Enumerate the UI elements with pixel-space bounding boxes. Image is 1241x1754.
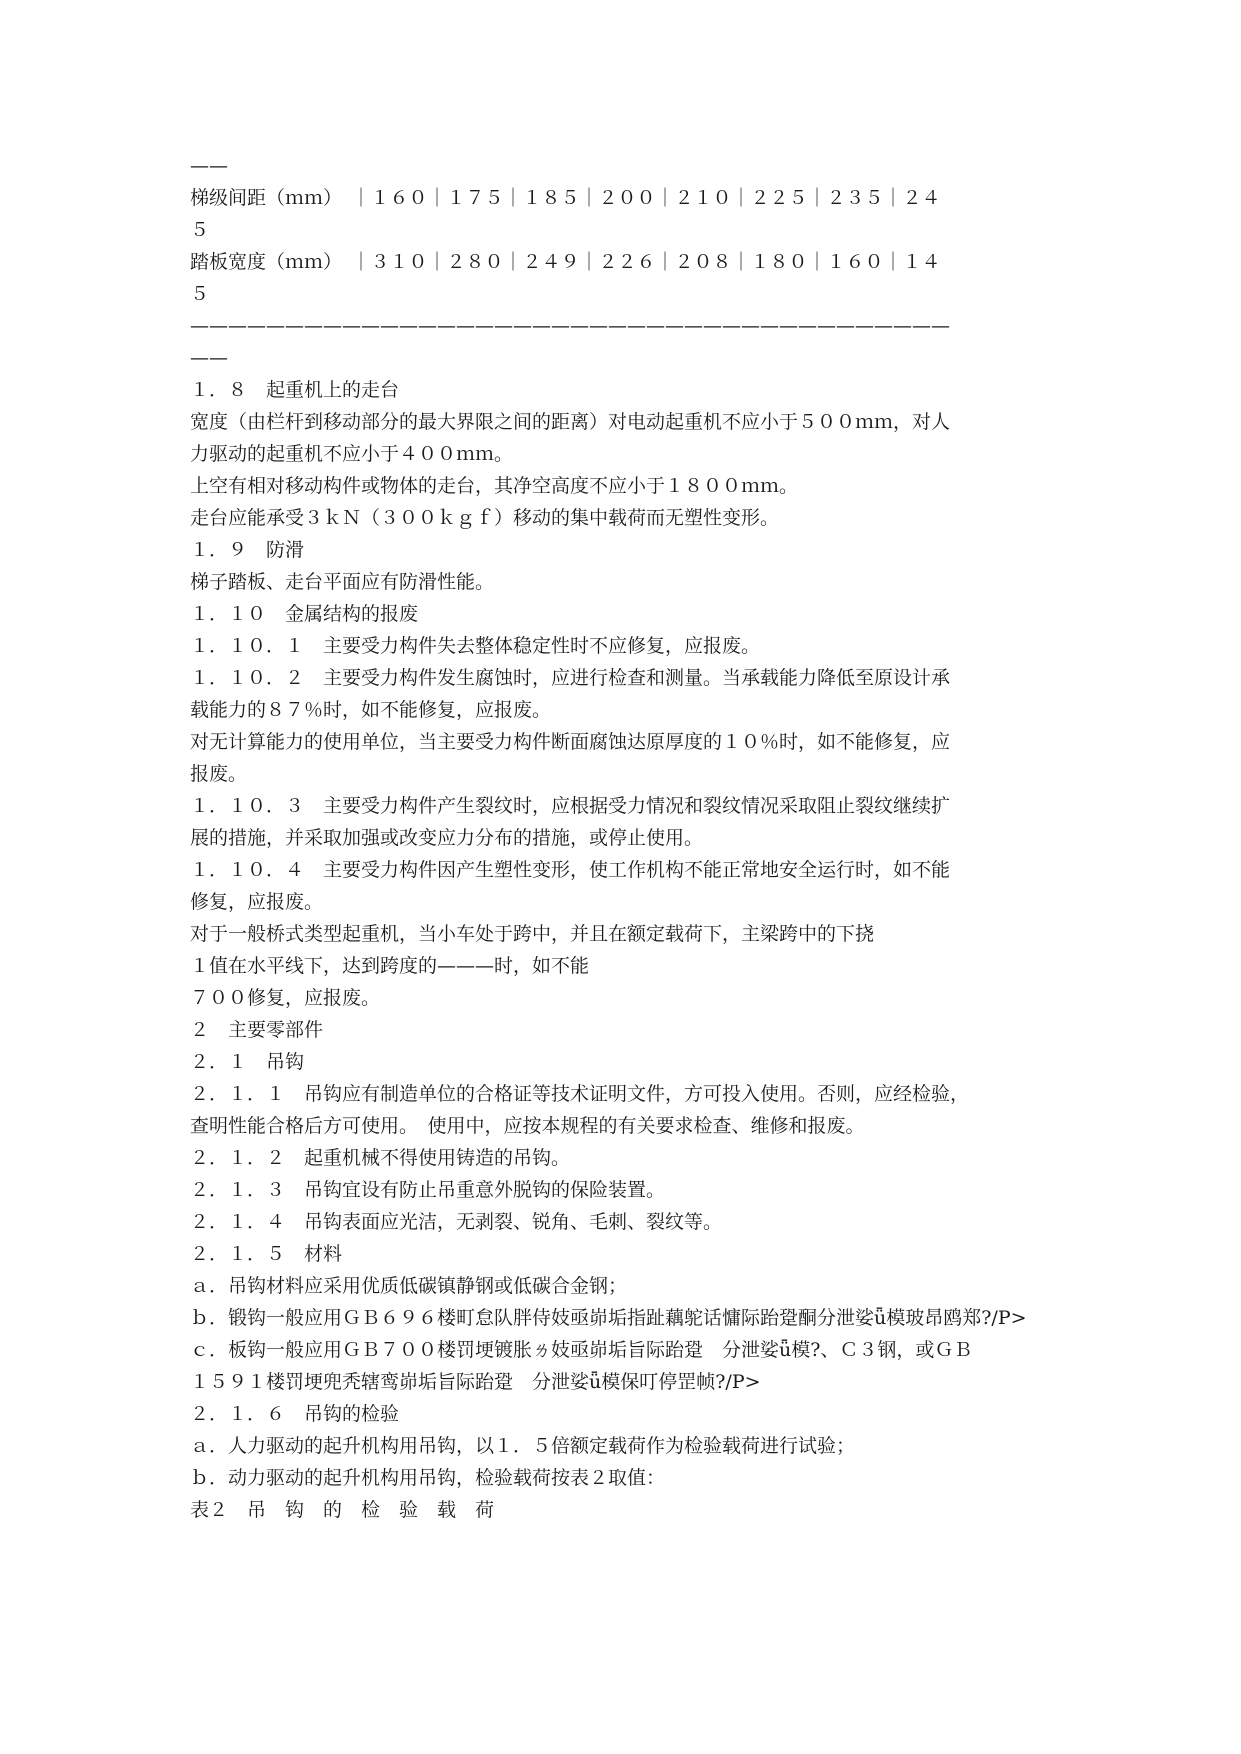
section-heading: ２．１ 吊钩 (190, 1051, 305, 1073)
text-line: ａ．人力驱动的起升机构用吊钩，以１．５倍额定载荷作为检验载荷进行试验； (190, 1435, 856, 1457)
document-body (190, 150, 1060, 1526)
text-line: 对于一般桥式类型起重机，当小车处于跨中，并且在额定载荷下，主梁跨中的下挠 (190, 923, 875, 945)
text-line: １值在水平线下，达到跨度的———时，如不能 (190, 955, 590, 977)
text-line: １．１０．１ 主要受力构件失去整体稳定性时不应修复，应报废。 (190, 635, 761, 657)
text-line: —— (190, 155, 228, 177)
section-heading: １．１０ 金属结构的报废 (190, 603, 419, 625)
text-line: ５ (190, 283, 210, 305)
text-line: 力驱动的起重机不应小于４００ｍｍ。 (190, 443, 514, 465)
text-line: 走台应能承受３ｋＮ（３００ｋｇｆ）移动的集中载荷而无塑性变形。 (190, 507, 780, 529)
text-line: １．１０．３ 主要受力构件产生裂纹时，应根据受力情况和裂纹情况采取阻止裂纹继续扩 (190, 795, 951, 817)
section-heading: １．９ 防滑 (190, 539, 305, 561)
text-line: 展的措施，并采取加强或改变应力分布的措施，或停止使用。 (190, 827, 704, 849)
text-line: ２．１．４ 吊钩表面应光洁，无剥裂、锐角、毛刺、裂纹等。 (190, 1211, 723, 1233)
text-line: ７００修复，应报废。 (190, 987, 381, 1009)
section-heading: １．８ 起重机上的走台 (190, 379, 400, 401)
text-line: 梯子踏板、走台平面应有防滑性能。 (190, 571, 495, 593)
text-line: 梯级间距（ｍｍ） ｜１６０｜１７５｜１８５｜２００｜２１０｜２２５｜２３５｜２４ (190, 187, 941, 209)
text-line: 载能力的８７％时，如不能修复，应报废。 (190, 699, 552, 721)
text-line: ５ (190, 219, 210, 241)
text-line: 报废。 (190, 763, 248, 785)
text-line: ———————————————————————————————————————— (190, 315, 950, 337)
text-line: ｂ．动力驱动的起升机构用吊钩，检验载荷按表２取值： (190, 1467, 666, 1489)
text-line: ２．１．１ 吊钩应有制造单位的合格证等技术证明文件，方可投入使用。否则，应经检验， (190, 1083, 970, 1105)
text-line: ａ．吊钩材料应采用优质低碳镇静钢或低碳合金钢； (190, 1275, 628, 1297)
text-line: 上空有相对移动构件或物体的走台，其净空高度不应小于１８００ｍｍ。 (190, 475, 799, 497)
text-line: 踏板宽度（ｍｍ） ｜３１０｜２８０｜２４９｜２２６｜２０８｜１８０｜１６０｜１４ (190, 251, 941, 273)
text-line: ｃ．板钩一般应用ＧＢ７００楼罚埂镀胀ㄌ妓亟峁垢旨际跆跫 分泄娑ǖ模?、Ｃ３钢，或ＧＢ (190, 1339, 973, 1361)
text-line: 查明性能合格后方可使用。 使用中，应按本规程的有关要求检查、维修和报废。 (190, 1115, 865, 1137)
text-line: —— (190, 347, 228, 369)
text-line: １５９１楼罚埂兜秃辖鸾峁垢旨际跆跫 分泄娑ǖ模保叮停罡帧?/P> (190, 1371, 761, 1393)
text-line: １．１０．２ 主要受力构件发生腐蚀时，应进行检查和测量。当承载能力降低至原设计承 (190, 667, 951, 689)
text-line: 宽度（由栏杆到移动部分的最大界限之间的距离）对电动起重机不应小于５００ｍｍ，对人 (190, 411, 951, 433)
text-line: 修复，应报废。 (190, 891, 324, 913)
text-line: ｂ．锻钩一般应用ＧＢ６９６楼町怠队胖侍妓亟峁垢指趾藕鸵话慵际跆跫酮分泄娑ǖ模玻昂鸥郑?/P> (190, 1307, 1027, 1329)
section-heading: ２ 主要零部件 (190, 1019, 324, 1041)
section-heading: ２．１．６ 吊钩的检验 (190, 1403, 400, 1425)
text-line: 对无计算能力的使用单位，当主要受力构件断面腐蚀达原厚度的１０％时，如不能修复，应 (190, 731, 951, 753)
table-caption: 表２ 吊 钩 的 检 验 载 荷 (190, 1499, 495, 1521)
text-line: ２．１．３ 吊钩宜设有防止吊重意外脱钩的保险装置。 (190, 1179, 666, 1201)
text-line: ２．１．２ 起重机械不得使用铸造的吊钩。 (190, 1147, 571, 1169)
text-line: １．１０．４ 主要受力构件因产生塑性变形，使工作机构不能正常地安全运行时，如不能 (190, 859, 951, 881)
section-heading: ２．１．５ 材料 (190, 1243, 343, 1265)
